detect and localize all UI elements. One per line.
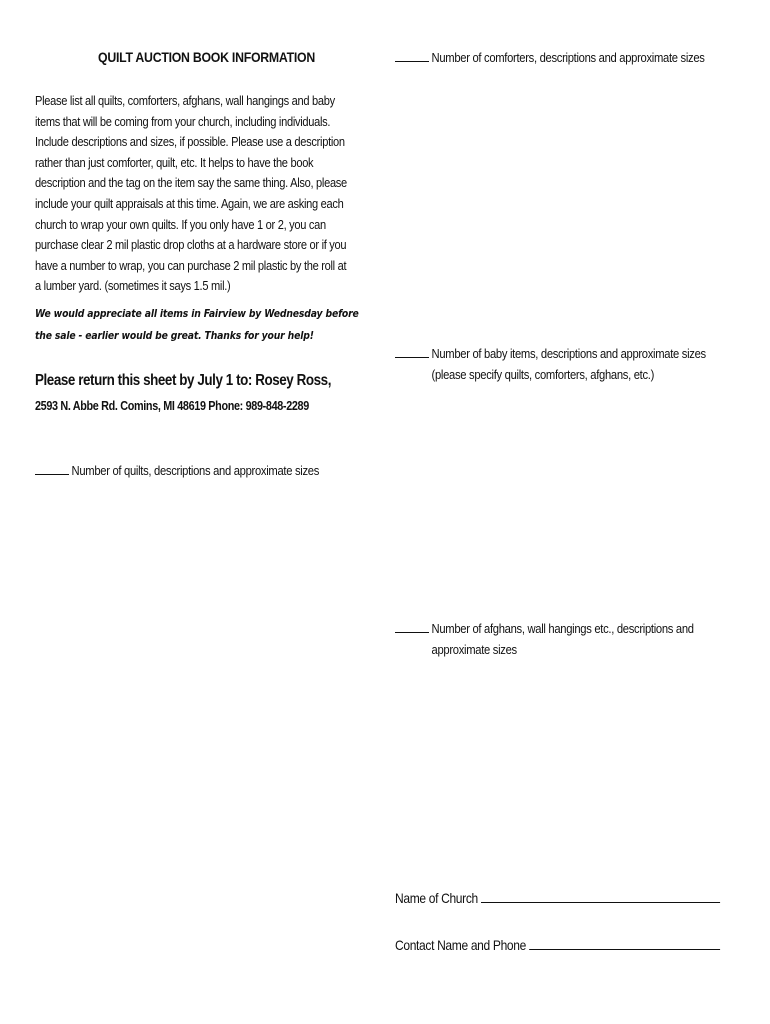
deadline-note [35, 303, 359, 347]
baby-field-note: (please specify quilts, comforters, afghans, etc.) [431, 367, 655, 382]
afghans-field-label: Number of afghans, wall hangings etc., descriptions and [431, 621, 694, 636]
instruction-line: description and the tag on the item say the same thing. Also, please [35, 175, 347, 191]
deadline-note-line: the sale - earlier would be great. Thanks for your help! [35, 329, 314, 342]
quilts-field-label: Number of quilts, descriptions and approximate sizes [71, 463, 320, 478]
baby-items-field [395, 343, 706, 385]
page-title: QUILT AUCTION BOOK INFORMATION [98, 49, 316, 65]
comforters-field [395, 47, 705, 68]
instruction-line: purchase clear 2 mil plastic drop cloths at a hardware store or if you [35, 237, 347, 253]
instruction-line: Include descriptions and sizes, if possible. Please use a description [35, 134, 345, 150]
instruction-line: include your quilt appraisals at this time. Again, we are asking each [35, 195, 344, 211]
afghans-field-note: approximate sizes [431, 642, 517, 657]
comforters-count-blank[interactable] [395, 48, 429, 62]
instruction-line: a lumber yard. (sometimes it says 1.5 mil.) [35, 278, 231, 294]
instruction-line: rather than just comforter, quilt, etc. It helps to have the book [35, 154, 314, 170]
instructions-paragraph [35, 91, 347, 297]
return-instructions: Please return this sheet by July 1 to: Rosey Ross, [35, 372, 332, 389]
instruction-line: items that will be coming from your church, including individuals. [35, 113, 331, 129]
instruction-line: have a number to wrap, you can purchase 2 mil plastic by the roll at [35, 257, 347, 273]
afghans-count-blank[interactable] [395, 619, 429, 633]
instruction-line: Please list all quilts, comforters, afghans, wall hangings and baby [35, 93, 335, 108]
baby-count-blank[interactable] [395, 344, 429, 358]
return-address: 2593 N. Abbe Rd. Comins, MI 48619 Phone: 989-848-2289 [35, 399, 309, 413]
instruction-line: church to wrap your own quilts. If you only have 1 or 2, you can [35, 216, 326, 232]
church-name-input-line[interactable] [481, 888, 720, 903]
church-name-label: Name of Church [395, 890, 478, 906]
afghans-field [395, 618, 694, 660]
quilts-count-blank[interactable] [35, 461, 69, 475]
quilts-field [35, 460, 319, 481]
church-name-row [395, 888, 720, 906]
contact-input-line[interactable] [529, 935, 720, 950]
comforters-field-label: Number of comforters, descriptions and approximate sizes [431, 50, 705, 65]
contact-label: Contact Name and Phone [395, 937, 526, 953]
deadline-note-line: We would appreciate all items in Fairview by Wednesday before [35, 307, 359, 320]
contact-row [395, 935, 720, 953]
baby-field-label: Number of baby items, descriptions and approximate sizes [431, 346, 706, 361]
